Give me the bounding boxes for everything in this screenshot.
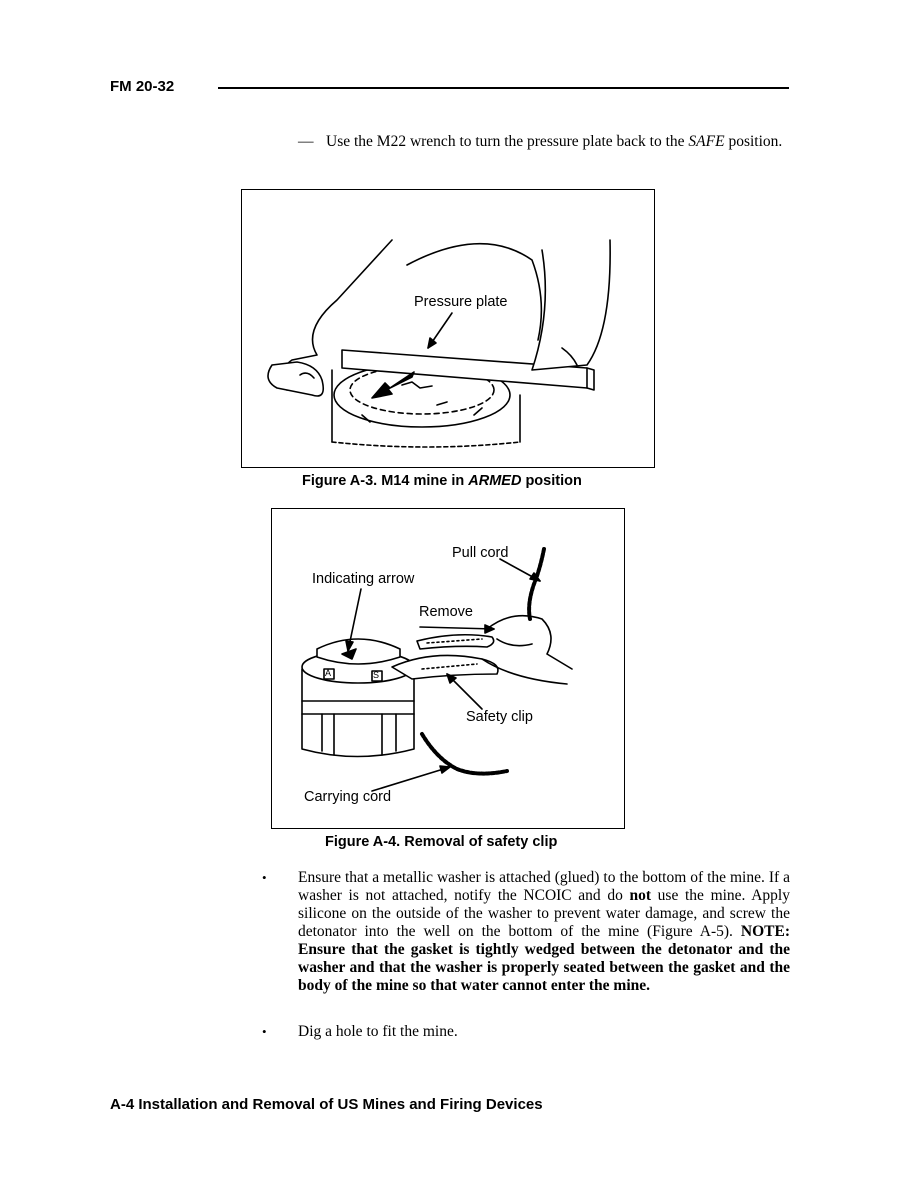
- bullet-text-part1: Ensure that a metallic washer is attached (glued) to the bottom of the mine. If a washer is not attached, notify the NCOIC and do: [298, 869, 790, 904]
- bullet-text: [298, 869, 790, 995]
- bullet-symbol: •: [262, 1024, 267, 1039]
- carrying-cord: [422, 734, 507, 774]
- bullet-text-part2: use the mine. Apply silicone on the outside of the washer to prevent water damage, and screw the detonator into the well on the bottom of the mine (Figure A-5).: [298, 887, 790, 940]
- step-emphasis-safe: SAFE: [688, 133, 725, 150]
- bullet-note: NOTE: Ensure that the gasket is tightly wedged between the detonator and the washer and that the washer is properly seated between the gasket and the body of the mine so that water cannot enter the mine.: [298, 923, 790, 994]
- bullet-item: [262, 869, 790, 995]
- step-dash: —: [298, 133, 314, 150]
- mine-letter-s: S: [373, 670, 380, 680]
- remove-pointer: [420, 627, 494, 629]
- step-paragraph: [298, 131, 790, 152]
- pressure-plate: [317, 639, 400, 664]
- header-rule: [218, 87, 789, 89]
- bullet-item: [262, 1023, 790, 1041]
- callout-pressure-plate: Pressure plate: [414, 294, 508, 310]
- caption-a3-suffix: position: [521, 473, 582, 489]
- page-footer-label: A-4 Installation and Removal of US Mines and Firing Devices: [110, 1096, 543, 1113]
- carrying-cord-pointer: [372, 767, 450, 791]
- callout-safety-clip: Safety clip: [466, 709, 533, 725]
- callout-pull-cord: Pull cord: [452, 545, 509, 561]
- figure-a3-caption: [302, 473, 582, 489]
- bullet-text: Dig a hole to fit the mine.: [298, 1023, 458, 1040]
- page-header-label: FM 20-32: [110, 78, 175, 95]
- remove-pointer-head: [485, 625, 494, 633]
- m14-armed-illustration: [242, 190, 656, 469]
- step-text-part2: position.: [724, 133, 783, 150]
- callout-carrying-cord: Carrying cord: [304, 789, 392, 805]
- bullet-bold-not: not: [629, 887, 652, 904]
- plate-details: [402, 382, 447, 405]
- caption-a3-prefix: Figure A-3. M14 mine in: [302, 473, 469, 489]
- figure-a3: [241, 189, 655, 468]
- caption-a3-emphasis: ARMED: [468, 473, 522, 489]
- left-thumb: [268, 362, 323, 396]
- carrying-cord-pointer-head: [440, 766, 450, 773]
- callout-indicating-arrow: Indicating arrow: [312, 571, 415, 587]
- pull-cord: [529, 549, 544, 619]
- figure-a4-caption: Figure A-4. Removal of safety clip: [325, 834, 558, 850]
- safety-clip-top: [417, 635, 494, 649]
- mine-body-bottom: [332, 442, 520, 447]
- mine-letter-a: A: [325, 668, 332, 678]
- bullet-symbol: •: [262, 870, 267, 885]
- rotation-arrow: [372, 372, 414, 398]
- right-hand-back: [407, 244, 541, 340]
- step-text: [326, 131, 790, 152]
- callout-remove: Remove: [419, 604, 473, 620]
- wrench-end: [587, 368, 594, 390]
- figure-a4: [271, 508, 625, 829]
- pressure-plate-pointer-head: [428, 338, 436, 348]
- step-text-part1: Use the M22 wrench to turn the pressure plate back to the: [326, 133, 689, 150]
- right-hand-outline: [532, 240, 610, 370]
